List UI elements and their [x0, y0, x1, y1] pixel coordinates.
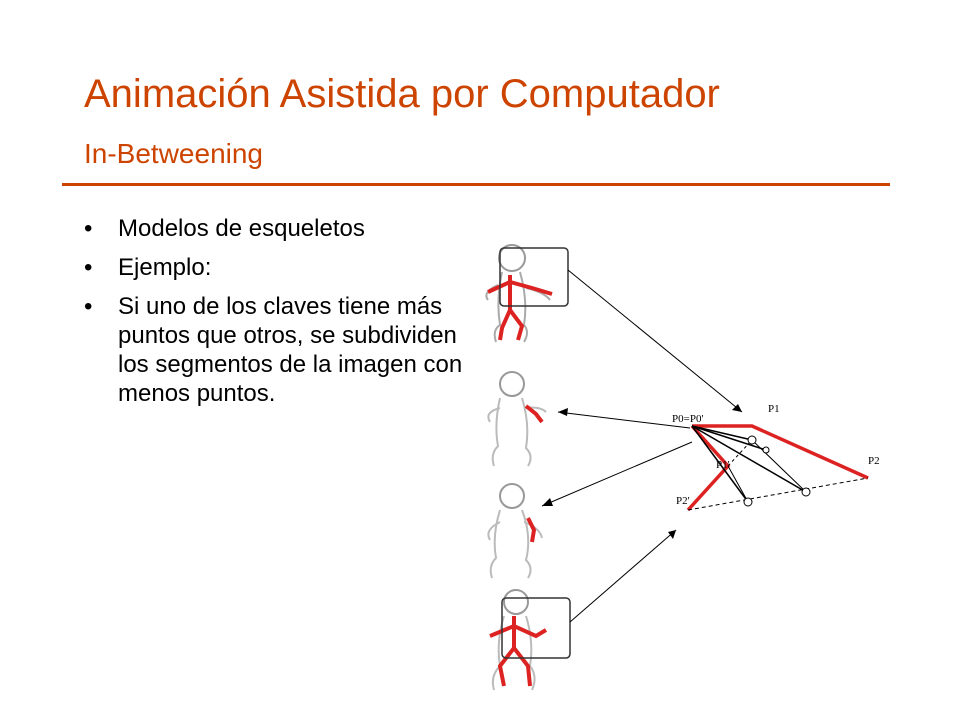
bullet-item: [84, 253, 464, 282]
slide-subtitle: In-Betweening: [84, 138, 264, 169]
control-point: [802, 488, 810, 496]
label-p1: P1: [768, 403, 780, 415]
skeleton-bones: [488, 282, 552, 294]
bullet-text: Ejemplo:: [118, 254, 212, 281]
label-p2-prime: P2': [676, 495, 690, 507]
slide-title: Animación Asistida por Computador: [84, 72, 720, 116]
character-frame-3: [488, 484, 542, 578]
label-p2: P2: [868, 455, 880, 467]
bullet-list: [84, 214, 464, 418]
arrow-head-icon: [668, 530, 676, 539]
interpolation-line: [692, 426, 806, 492]
control-point: [748, 436, 756, 444]
title-divider: [62, 183, 890, 186]
arrow-head-icon: [542, 498, 553, 506]
character-frame-1: [486, 245, 568, 342]
label-p0: P0=P0': [672, 413, 704, 425]
character-frame-2: [488, 372, 546, 466]
skeleton-bones: [490, 626, 546, 636]
connector-arrow: [568, 270, 742, 412]
connector-arrow: [570, 530, 676, 622]
label-p1-prime: P1': [716, 459, 730, 471]
connector-arrow: [558, 412, 690, 428]
bullet-item: [84, 292, 464, 408]
skeleton-bones: [510, 310, 522, 340]
bullet-icon: •: [84, 293, 93, 320]
interpolation-diagram: [672, 403, 880, 510]
skeleton-diagram: [470, 230, 910, 700]
interpolation-line: [728, 466, 748, 502]
bullet-text: Modelos de esqueletos: [118, 215, 365, 242]
character-frame-4: [490, 590, 570, 690]
connector-arrow: [542, 442, 692, 506]
bullet-icon: •: [84, 254, 93, 281]
control-point: [744, 498, 752, 506]
bullet-icon: •: [84, 215, 93, 242]
bullet-item: [84, 214, 464, 243]
arrow-head-icon: [558, 408, 568, 416]
bullet-text: Si uno de los claves tiene más puntos que otros, se subdividen los segmentos de la imagen con menos puntos.: [118, 293, 463, 407]
control-point: [763, 447, 769, 453]
skeleton-bones: [514, 648, 530, 686]
